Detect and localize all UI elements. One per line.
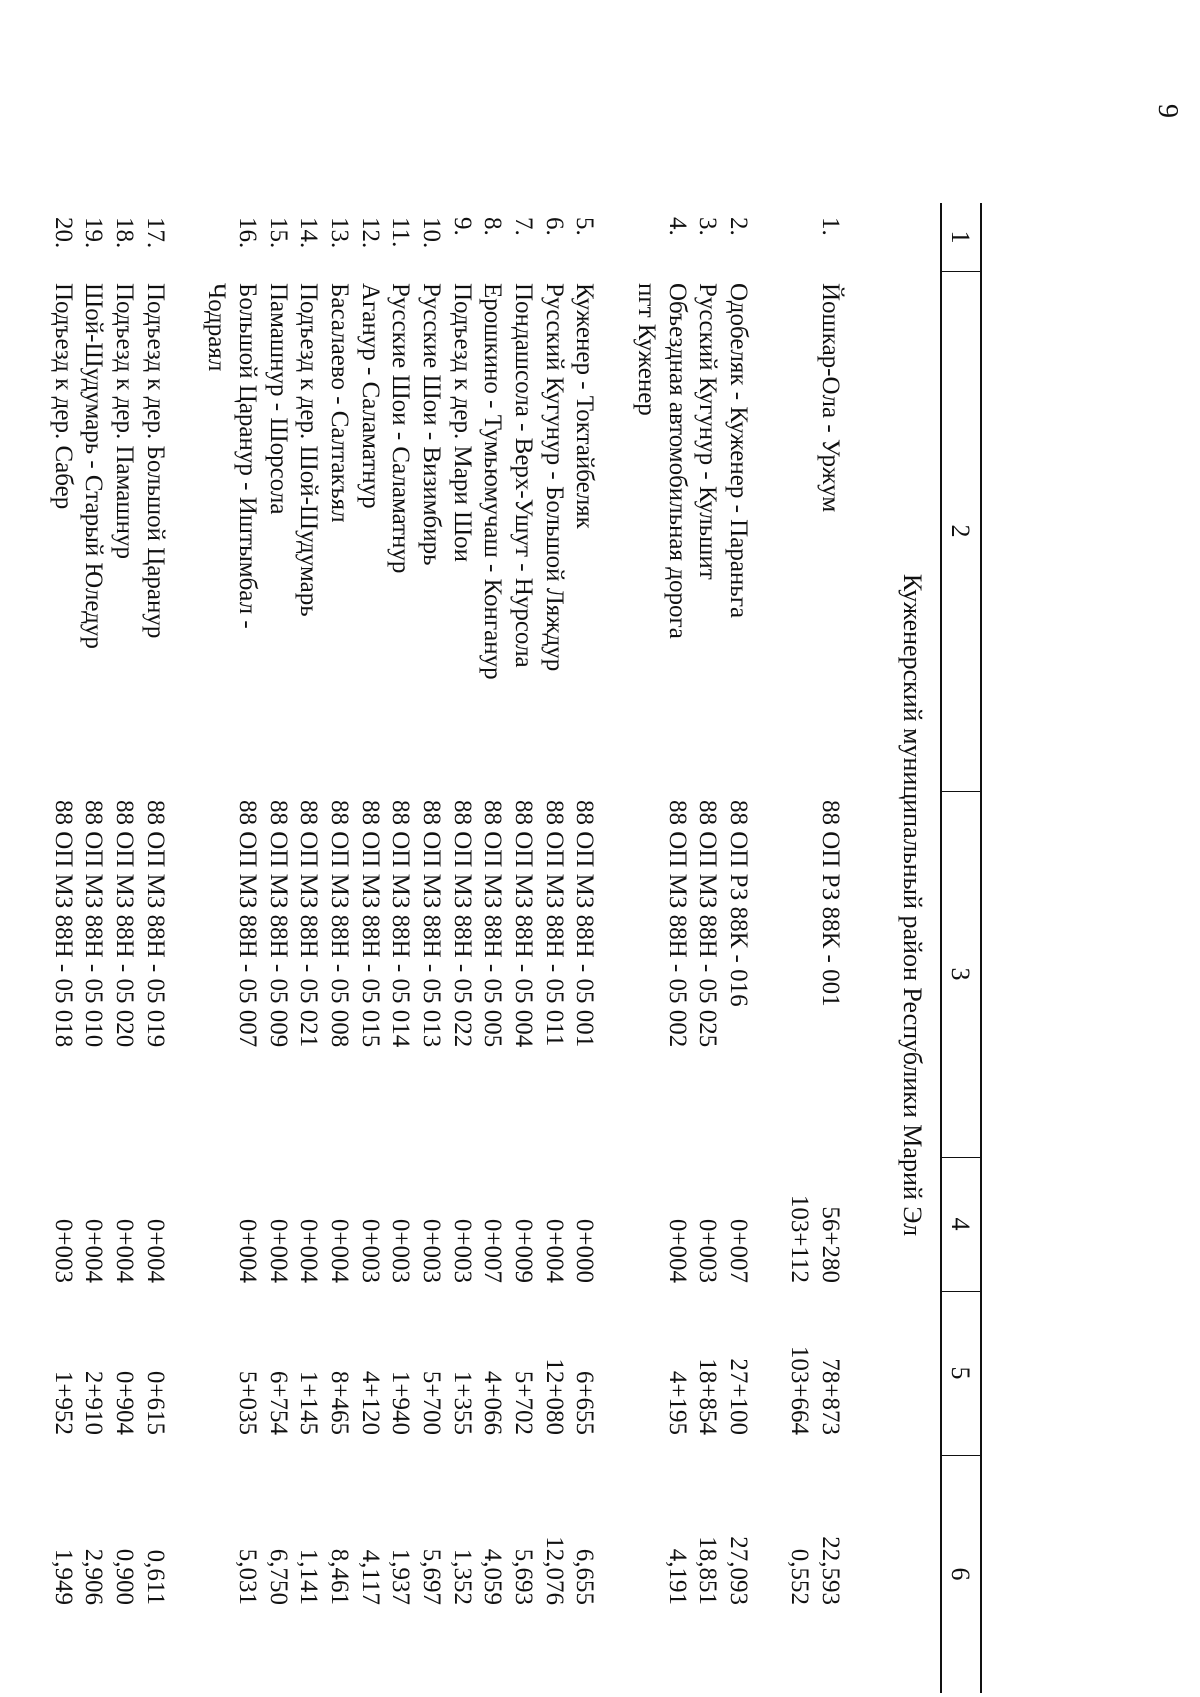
start-km: 0+004 xyxy=(326,1218,353,1283)
length-km: 12,076 xyxy=(540,1536,568,1605)
end-km: 4+195 xyxy=(663,1370,691,1435)
start-km: 0+004 xyxy=(80,1218,108,1283)
length-km: 1,352 xyxy=(448,1548,476,1605)
road-name: Русские Шои - Саламатнур xyxy=(387,283,415,574)
row-number: 18. xyxy=(111,217,139,249)
road-name: Подъезд к дер. Большой Царанур xyxy=(141,283,169,639)
row-number: 5. xyxy=(571,217,599,236)
road-name: Шой-Шудумарь - Старый Юледур xyxy=(80,283,108,649)
road-name: Куженер - Токтайбеляк xyxy=(571,283,599,529)
start-km: 0+007 xyxy=(479,1218,507,1283)
column-number-5: 5 xyxy=(946,1366,975,1380)
start-km: 0+003 xyxy=(356,1218,384,1283)
table-row xyxy=(507,95,538,1695)
row-number: 6. xyxy=(540,217,568,236)
road-name: Одобеляк - Куженер - Параньга xyxy=(724,283,752,619)
road-code: 88 ОП МЗ 88Н - 05 019 xyxy=(141,800,169,1048)
length-km: 22,593 xyxy=(817,1536,844,1605)
table-row xyxy=(201,95,232,1695)
column-number-1: 1 xyxy=(946,230,975,244)
end-km: 4+120 xyxy=(356,1370,384,1435)
road-name: Подъезд к дер. Памашнур xyxy=(111,283,139,560)
road-code: 88 ОП МЗ 88Н - 05 002 xyxy=(663,800,691,1048)
road-name: Басалаево - Салтакъял xyxy=(326,283,353,523)
row-number: 3. xyxy=(694,217,722,236)
table-row xyxy=(47,95,78,1695)
table-row xyxy=(109,95,140,1695)
header-top-rule xyxy=(980,203,982,1693)
row-number: 15. xyxy=(264,217,292,249)
row-number: 13. xyxy=(326,217,353,249)
row-number: 4. xyxy=(663,217,691,236)
road-code: 88 ОП МЗ 88Н - 05 004 xyxy=(510,800,538,1048)
road-code: 88 ОП РЗ 88К - 001 xyxy=(817,800,844,1007)
table-row xyxy=(630,95,661,1695)
road-name: Русский Кугунур - Большой Ляждур xyxy=(540,283,568,672)
length-km: 2,906 xyxy=(80,1548,108,1605)
road-name: Чодраял xyxy=(203,283,231,372)
road-name: Большой Царанур - Иштымбал - xyxy=(233,283,261,629)
length-km: 0,900 xyxy=(111,1548,139,1605)
road-name: пгт Куженер xyxy=(632,283,660,416)
length-km: 18,851 xyxy=(694,1536,722,1605)
end-km: 18+854 xyxy=(694,1358,722,1435)
road-code: 88 ОП МЗ 88Н - 05 007 xyxy=(233,800,261,1048)
start-km: 0+004 xyxy=(295,1218,323,1283)
length-km: 4,191 xyxy=(663,1548,691,1605)
end-km: 103+664 xyxy=(786,1345,814,1435)
row-spacer xyxy=(170,95,201,1695)
road-code: 88 ОП МЗ 88Н - 05 021 xyxy=(295,800,323,1048)
row-number: 1. xyxy=(817,217,844,236)
start-km: 0+003 xyxy=(387,1218,415,1283)
start-km: 0+004 xyxy=(141,1218,169,1283)
length-km: 6,655 xyxy=(571,1548,599,1605)
start-km: 0+003 xyxy=(49,1218,77,1283)
row-number: 9. xyxy=(448,217,476,236)
road-code: 88 ОП МЗ 88Н - 05 001 xyxy=(571,800,599,1048)
row-number: 11. xyxy=(387,217,415,248)
table-row xyxy=(415,95,446,1695)
table-row xyxy=(78,95,109,1695)
road-name: Русские Шои - Визимбирь xyxy=(418,283,446,566)
length-km: 4,059 xyxy=(479,1548,507,1605)
start-km: 0+004 xyxy=(663,1218,691,1283)
end-km: 12+080 xyxy=(540,1358,568,1435)
length-km: 5,697 xyxy=(418,1548,446,1605)
end-km: 4+066 xyxy=(479,1370,507,1435)
table-row xyxy=(692,95,723,1695)
table-row xyxy=(139,95,170,1695)
row-number: 8. xyxy=(479,217,507,236)
end-km: 1+952 xyxy=(49,1370,77,1435)
table-row xyxy=(354,95,385,1695)
road-name: Аганур - Саламатнур xyxy=(356,283,384,509)
road-name: Ерошкино - Тумьюмучаш - Конганур xyxy=(479,283,507,680)
road-code: 88 ОП РЗ 88К - 016 xyxy=(724,800,752,1007)
length-km: 1,937 xyxy=(387,1548,415,1605)
header-bottom-rule xyxy=(940,203,942,1693)
start-km: 0+003 xyxy=(694,1218,722,1283)
road-code: 88 ОП МЗ 88Н - 05 022 xyxy=(448,800,476,1048)
road-name: Подъезд к дер. Мари Шои xyxy=(448,283,476,563)
row-number: 20. xyxy=(49,217,77,249)
table-row xyxy=(814,95,845,1695)
column-number-2: 2 xyxy=(946,524,975,538)
row-number: 19. xyxy=(80,217,108,249)
table-row xyxy=(323,95,354,1695)
end-km: 5+702 xyxy=(510,1370,538,1435)
end-km: 1+355 xyxy=(448,1370,476,1435)
start-km: 103+112 xyxy=(786,1194,814,1283)
start-km: 0+009 xyxy=(510,1218,538,1283)
table-row xyxy=(231,95,262,1695)
table-row xyxy=(262,95,293,1695)
end-km: 1+940 xyxy=(387,1370,415,1435)
table-row xyxy=(784,95,815,1695)
road-code: 88 ОП МЗ 88Н - 05 009 xyxy=(264,800,292,1048)
end-km: 27+100 xyxy=(724,1358,752,1435)
road-list xyxy=(47,95,845,1695)
start-km: 0+004 xyxy=(233,1218,261,1283)
table-row xyxy=(385,95,416,1695)
page-number: 9 xyxy=(1152,104,1183,118)
column-number-3: 3 xyxy=(946,967,975,981)
row-number: 12. xyxy=(356,217,384,249)
row-spacer xyxy=(600,95,631,1695)
end-km: 6+655 xyxy=(571,1370,599,1435)
road-code: 88 ОП МЗ 88Н - 05 013 xyxy=(418,800,446,1048)
end-km: 6+754 xyxy=(264,1370,292,1435)
length-km: 0,611 xyxy=(141,1549,169,1605)
table-row xyxy=(446,95,477,1695)
end-km: 8+465 xyxy=(326,1370,353,1435)
length-km: 0,552 xyxy=(786,1548,814,1605)
road-code: 88 ОП МЗ 88Н - 05 015 xyxy=(356,800,384,1048)
length-km: 4,117 xyxy=(356,1549,384,1605)
district-heading: Куженерский муниципальный район Республики Марий Эл xyxy=(898,573,927,1237)
end-km: 5+700 xyxy=(418,1370,446,1435)
table-row xyxy=(661,95,692,1695)
length-km: 27,093 xyxy=(724,1536,752,1605)
start-km: 56+280 xyxy=(817,1206,844,1283)
road-name: Памашнур - Шорсола xyxy=(264,283,292,515)
start-km: 0+007 xyxy=(724,1218,752,1283)
end-km: 5+035 xyxy=(233,1370,261,1435)
road-name: Пондашсола - Верх-Ушут - Нурсола xyxy=(510,283,538,668)
row-number: 10. xyxy=(418,217,446,249)
road-name: Подъезд к дер. Сабер xyxy=(49,283,77,510)
start-km: 0+004 xyxy=(264,1218,292,1283)
row-number: 2. xyxy=(724,217,752,236)
row-number: 14. xyxy=(295,217,323,249)
table-region xyxy=(49,95,1200,1695)
road-name: Йошкар-Ола - Уржум xyxy=(817,283,844,513)
road-code: 88 ОП МЗ 88Н - 05 011 xyxy=(540,800,568,1047)
table-row xyxy=(538,95,569,1695)
row-spacer xyxy=(753,95,784,1695)
end-km: 0+615 xyxy=(141,1370,169,1435)
length-km: 5,693 xyxy=(510,1548,538,1605)
column-number-4: 4 xyxy=(946,1217,975,1231)
road-name: Подъезд к дер. Шой-Шудумарь xyxy=(295,283,323,617)
road-code: 88 ОП МЗ 88Н - 05 014 xyxy=(387,800,415,1048)
column-number-6: 6 xyxy=(946,1567,975,1581)
row-number: 7. xyxy=(510,217,538,236)
road-code: 88 ОП МЗ 88Н - 05 020 xyxy=(111,800,139,1048)
end-km: 1+145 xyxy=(295,1370,323,1435)
length-km: 1,141 xyxy=(295,1548,323,1605)
start-km: 0+003 xyxy=(448,1218,476,1283)
start-km: 0+004 xyxy=(540,1218,568,1283)
table-row xyxy=(477,95,508,1695)
length-km: 1,949 xyxy=(49,1548,77,1605)
road-name: Русский Кугунур - Кульшит xyxy=(694,283,722,580)
length-km: 6,750 xyxy=(264,1548,292,1605)
road-code: 88 ОП МЗ 88Н - 05 010 xyxy=(80,800,108,1048)
road-code: 88 ОП МЗ 88Н - 05 025 xyxy=(694,800,722,1048)
table-row xyxy=(569,95,600,1695)
row-number: 16. xyxy=(233,217,261,249)
road-code: 88 ОП МЗ 88Н - 05 005 xyxy=(479,800,507,1048)
start-km: 0+004 xyxy=(111,1218,139,1283)
row-number: 17. xyxy=(141,217,169,249)
end-km: 0+904 xyxy=(111,1370,139,1435)
end-km: 78+873 xyxy=(817,1358,844,1435)
start-km: 0+003 xyxy=(418,1218,446,1283)
start-km: 0+000 xyxy=(571,1218,599,1283)
table-row xyxy=(293,95,324,1695)
length-km: 5,031 xyxy=(233,1548,261,1605)
end-km: 2+910 xyxy=(80,1370,108,1435)
length-km: 8,461 xyxy=(326,1548,353,1605)
road-name: Объездная автомобильная дорога xyxy=(663,283,691,639)
table-row xyxy=(722,95,753,1695)
road-code: 88 ОП МЗ 88Н - 05 008 xyxy=(326,800,353,1048)
road-code: 88 ОП МЗ 88Н - 05 018 xyxy=(49,800,77,1048)
